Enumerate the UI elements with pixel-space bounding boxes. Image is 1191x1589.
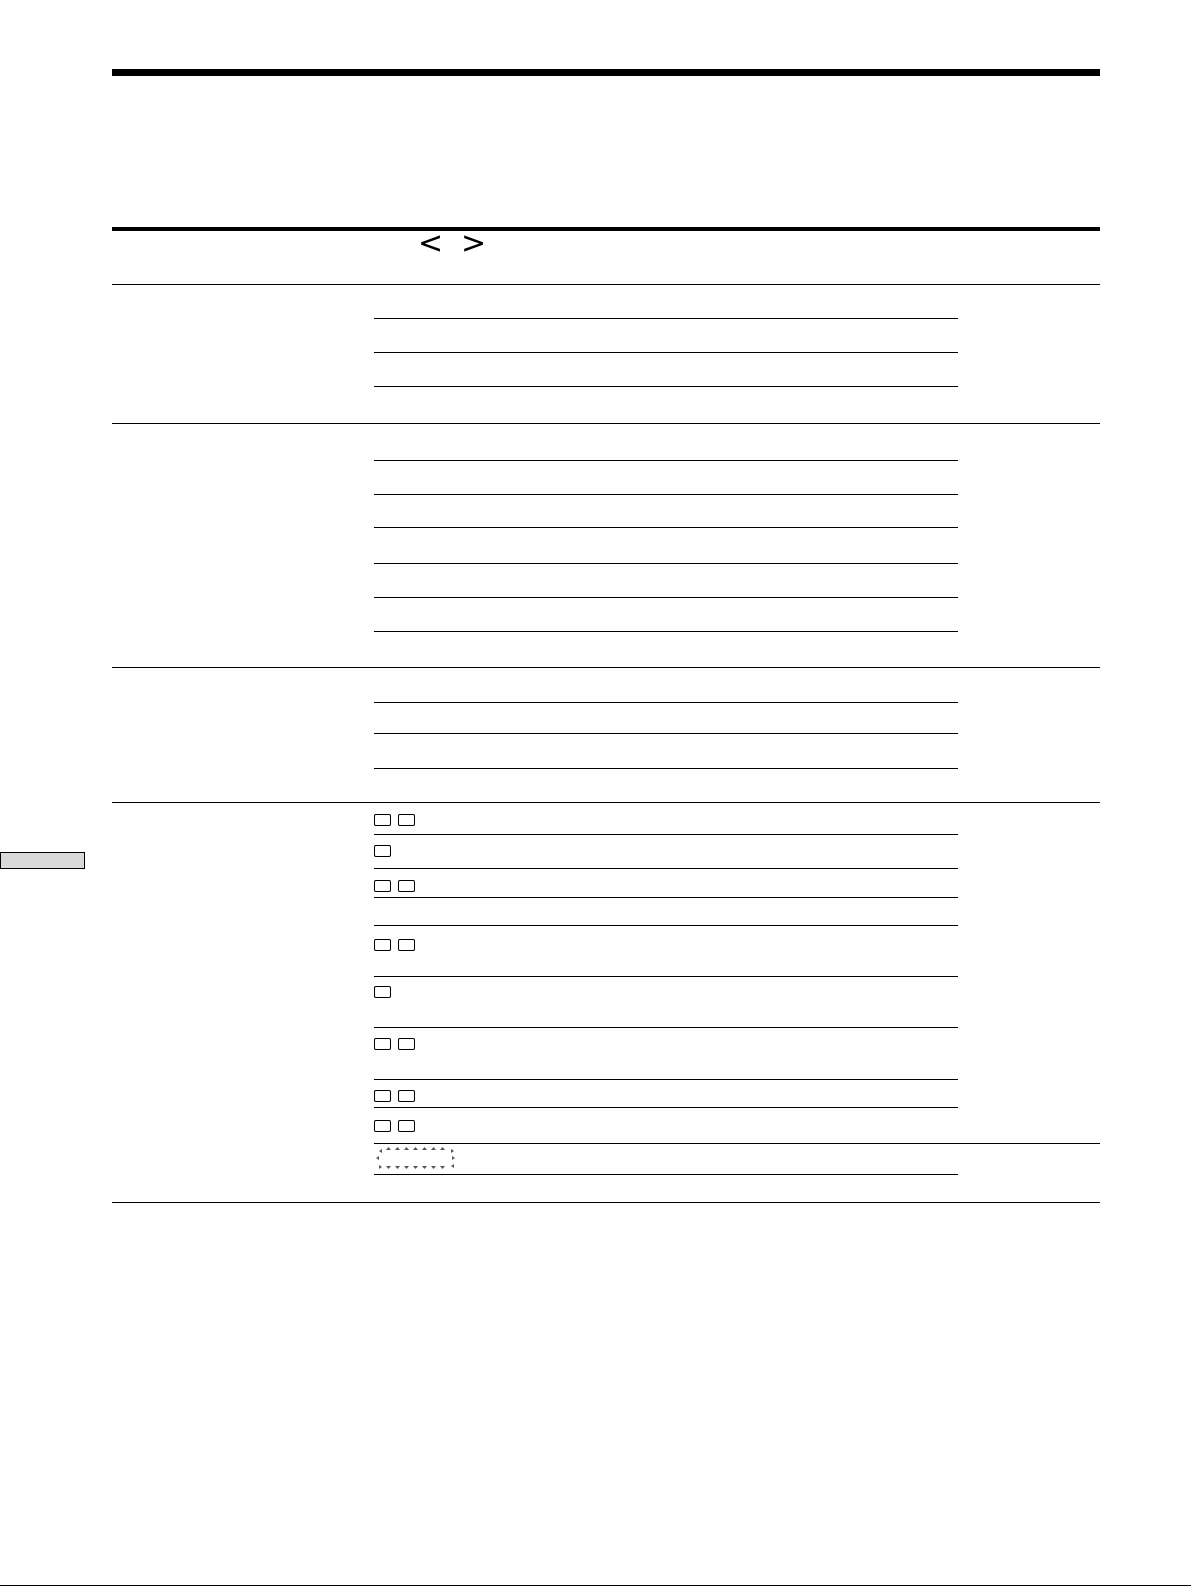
button-key-icon [374,986,391,998]
button-key-icon [398,939,415,951]
button-key-icon [374,845,391,857]
section-rule [112,423,1100,424]
section-label [112,679,352,699]
row-divider [374,897,958,898]
row-divider [374,352,958,353]
row-divider [374,1174,958,1175]
button-key-icon [374,1120,391,1132]
side-index-tab [0,852,85,869]
row-divider [374,386,958,387]
row-divider [374,976,958,977]
row-divider [374,631,958,632]
row-divider [374,460,958,461]
button-key-icon [398,1090,415,1102]
row-divider [374,1143,1100,1144]
button-key-icon [374,939,391,951]
page-title [112,110,1100,150]
row-divider [374,733,958,734]
button-key-icon [374,1090,391,1102]
row-divider [374,527,958,528]
table-header-rule [112,284,1100,285]
row-divider [374,1027,958,1028]
table-bottom-rule [112,1202,1100,1203]
button-key-icon [398,814,415,826]
row-divider [374,563,958,564]
page-bottom-rule [0,1585,1191,1586]
row-divider [374,768,958,769]
button-key-icon [374,814,391,826]
row-divider [374,925,958,926]
header-open-bracket: < [418,226,444,261]
header-close-bracket: > [461,226,487,261]
row-divider [374,868,958,869]
section-rule [112,802,1100,803]
row-divider [374,597,958,598]
row-divider [374,494,958,495]
section-label [112,296,352,316]
section-rule [112,667,1100,668]
button-key-icon [374,1038,391,1050]
button-key-icon [398,1120,415,1132]
button-key-icon [398,1038,415,1050]
flashing-indicator-icon [374,1146,458,1173]
row-divider [374,834,958,835]
top-heavy-rule [112,69,1100,76]
button-key-icon [374,880,391,892]
row-divider [374,318,958,319]
section-label [112,435,352,455]
row-divider [374,1107,958,1108]
row-divider [374,702,958,703]
button-key-icon [398,880,415,892]
section-label [112,814,352,834]
table-top-rule [112,227,1100,231]
row-divider [374,1079,958,1080]
